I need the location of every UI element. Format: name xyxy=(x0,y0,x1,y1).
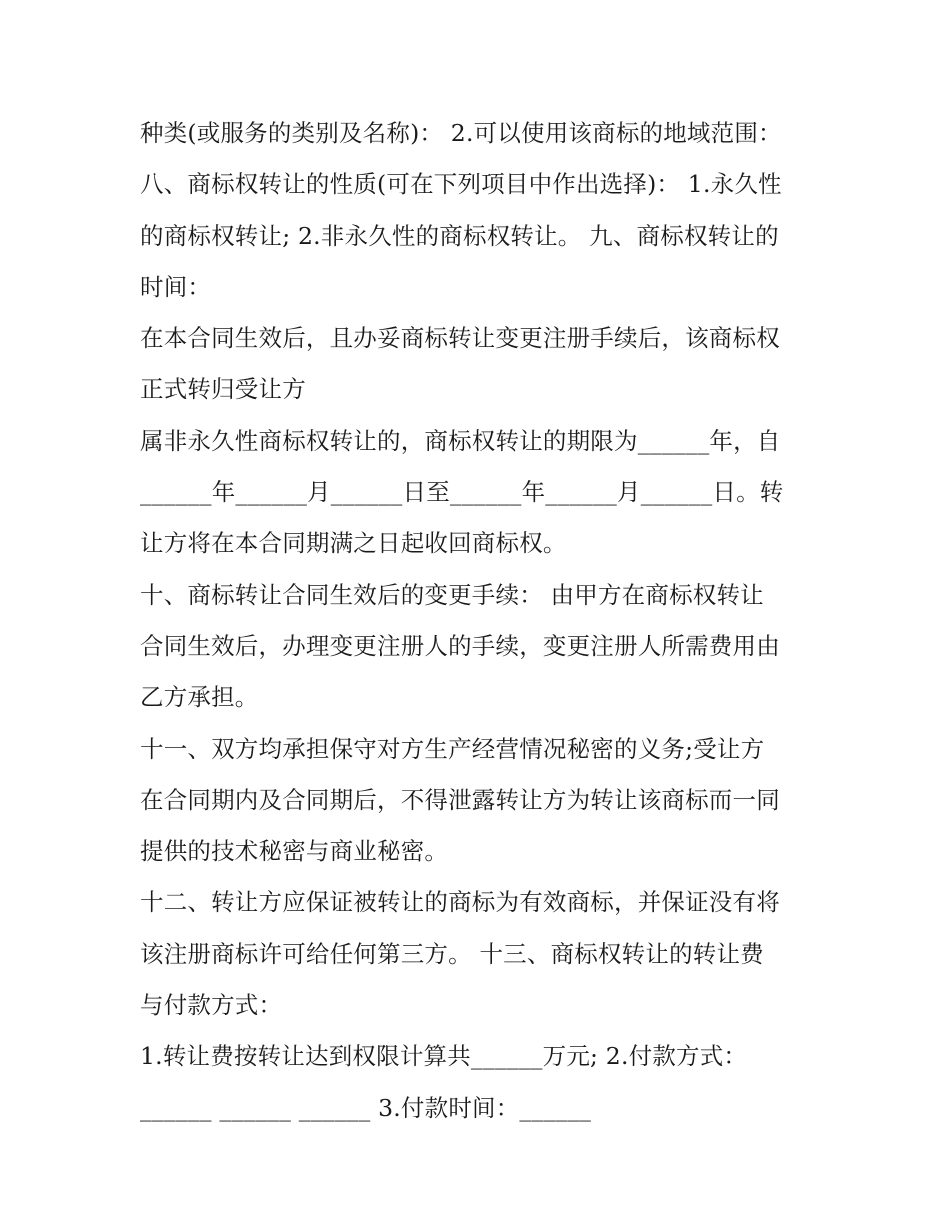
text-line-4: 时间： xyxy=(140,272,212,301)
text-line-10: 十、商标转让合同生效后的变更手续： 由甲方在商标权转让 xyxy=(140,580,764,609)
text-line-15: 提供的技术秘密与商业秘密。 xyxy=(140,837,449,866)
text-line-8: ______年______月______日至______年______月______日。转 xyxy=(140,478,784,507)
text-line-14: 在合同期内及合同期后，不得泄露转让方为转让该商标而一同 xyxy=(140,785,780,814)
text-line-13: 十一、双方均承担保守对方生产经营情况秘密的义务;受让方 xyxy=(140,734,765,763)
text-line-5: 在本合同生效后，且办妥商标转让变更注册手续后，该商标权 xyxy=(140,324,780,353)
text-line-17: 该注册商标许可给任何第三方。 十三、商标权转让的转让费 xyxy=(140,939,764,968)
text-line-6: 正式转归受让方 xyxy=(140,375,306,404)
text-line-7: 属非永久性商标权转让的，商标权转让的期限为______年，自 xyxy=(140,426,781,455)
text-line-12: 乙方承担。 xyxy=(140,683,259,712)
text-line-1: 种类(或服务的类别及名称)： 2.可以使用该商标的地域范围： xyxy=(140,119,782,147)
text-line-20: ______ ______ ______ 3.付款时间：______ xyxy=(140,1093,592,1122)
text-line-11: 合同生效后，办理变更注册人的手续，变更注册人所需费用由 xyxy=(140,631,780,660)
text-line-9: 让方将在本合同期满之日起收回商标权。 xyxy=(140,529,567,558)
text-line-16: 十二、转让方应保证被转让的商标为有效商标，并保证没有将 xyxy=(140,888,780,917)
text-line-2: 八、商标权转让的性质(可在下列项目中作出选择)： 1.永久性 xyxy=(140,170,782,199)
document-body xyxy=(140,108,820,1134)
text-line-3: 的商标权转让; 2.非永久性的商标权转让。 九、商标权转让的 xyxy=(140,221,779,250)
text-line-19: 1.转让费按转让达到权限计算共______万元; 2.付款方式： xyxy=(140,1042,748,1071)
text-line-18: 与付款方式： xyxy=(140,991,283,1020)
